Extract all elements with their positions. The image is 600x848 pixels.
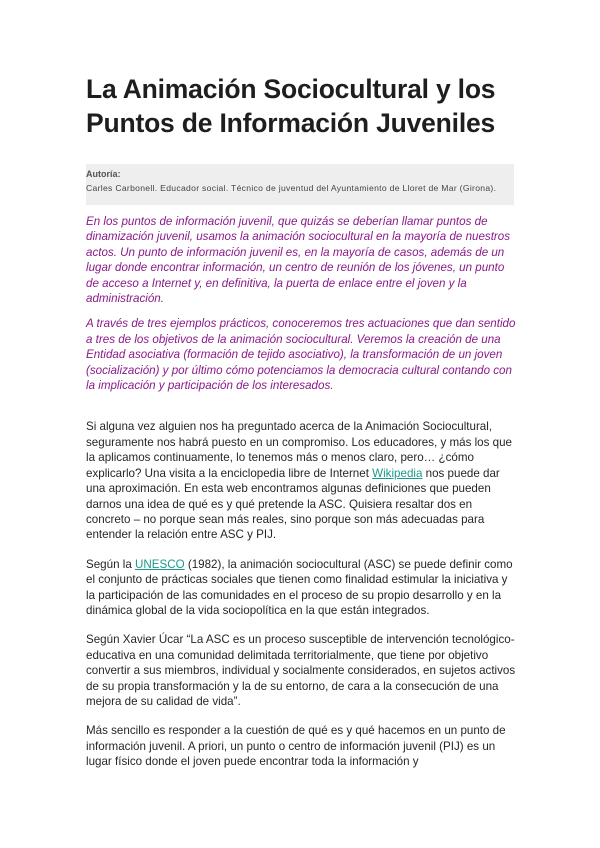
body-paragraph-2-text-b: (1982), la animación sociocultural (ASC) se puede definir como el conjunto de prácticas sociales que tienen como finalidad estimular la iniciativa y la participación de las comunidades en el proceso de su propio desarrollo y en la dinámica global de la vida sociopolítica en la que están integrados. — [86, 557, 513, 617]
document-page — [86, 72, 516, 784]
author-text: Carles Carbonell. Educador social. Técnico de juventud del Ayuntamiento de Lloret de Mar (Girona). — [86, 183, 497, 193]
body-paragraph-1-text-b: nos puede dar una aproximación. En esta web encontramos algunas definiciones que pueden darnos una idea de qué es y qué pretende la ASC. Quisiera resaltar dos en concreto – no porque sean más reales, sino porque son más adecuadas para entender la relación entre ASC y PIJ. — [86, 466, 500, 542]
body-paragraph-3: Según Xavier Úcar “La ASC es un proceso susceptible de intervención tecnológico-educativa en una comunidad delimitada territorialmente, que tiene por objetivo convertir a sus miembros, individual y socialmente considerados, en sujetos activos de su propia transformación y la de su entorno, de cara a la consecución de una mejora de su calidad de vida”. — [86, 633, 516, 708]
abstract-paragraph-2: A través de tres ejemplos prácticos, conoceremos tres actuaciones que dan sentido a tres de los objetivos de la animación sociocultural. Veremos la creación de una Entidad asociativa (formación de tejido asociativo), la transformación de un joven (socialización) y por último cómo potenciamos la democracia cultural contando con la implicación y participación de los interesados. — [86, 317, 516, 393]
body-paragraph-1-text-a: Si alguna vez alguien nos ha preguntado acerca de la Animación Sociocultural, seguramente nos habrá puesto en un compromiso. Los educadores, y más los que la aplicamos continuamente, lo tenemos más o menos claro, pero… ¿cómo explicarlo? Una visita a la enciclopedia libre de Internet — [86, 420, 512, 480]
abstract-paragraph-1: En los puntos de información juvenil, que quizás se deberían llamar puntos de dinamización juvenil, usamos la animación sociocultural en la mayoría de nuestros actos. Un punto de información juvenil es, en la mayoría de casos, además de un lugar donde encontrar información, un centro de reunión de los jóvenes, un punto de acceso a Internet y, en definitiva, la puerta de enlace entre el joven y la administración. — [86, 215, 511, 306]
wikipedia-link[interactable]: Wikipedia — [372, 466, 423, 480]
body-paragraph-2 — [86, 557, 516, 619]
title-line-1: La Animación Sociocultural y los — [86, 74, 496, 104]
body-paragraph-2-text-a: Según la — [86, 557, 135, 571]
article-body — [86, 419, 516, 769]
author-label: Autoría: — [86, 169, 121, 179]
page-title — [86, 72, 516, 140]
body-paragraph-1 — [86, 419, 516, 542]
abstract — [86, 214, 516, 393]
body-paragraph-4: Más sencillo es responder a la cuestión de qué es y qué hacemos en un punto de información juvenil. A priori, un punto o centro de información juvenil (PIJ) es un lugar físico donde el joven puede encontrar toda la información y — [86, 724, 506, 769]
unesco-link[interactable]: UNESCO — [135, 557, 185, 571]
author-box — [86, 164, 514, 205]
title-line-2: Puntos de Información Juveniles — [86, 108, 496, 138]
